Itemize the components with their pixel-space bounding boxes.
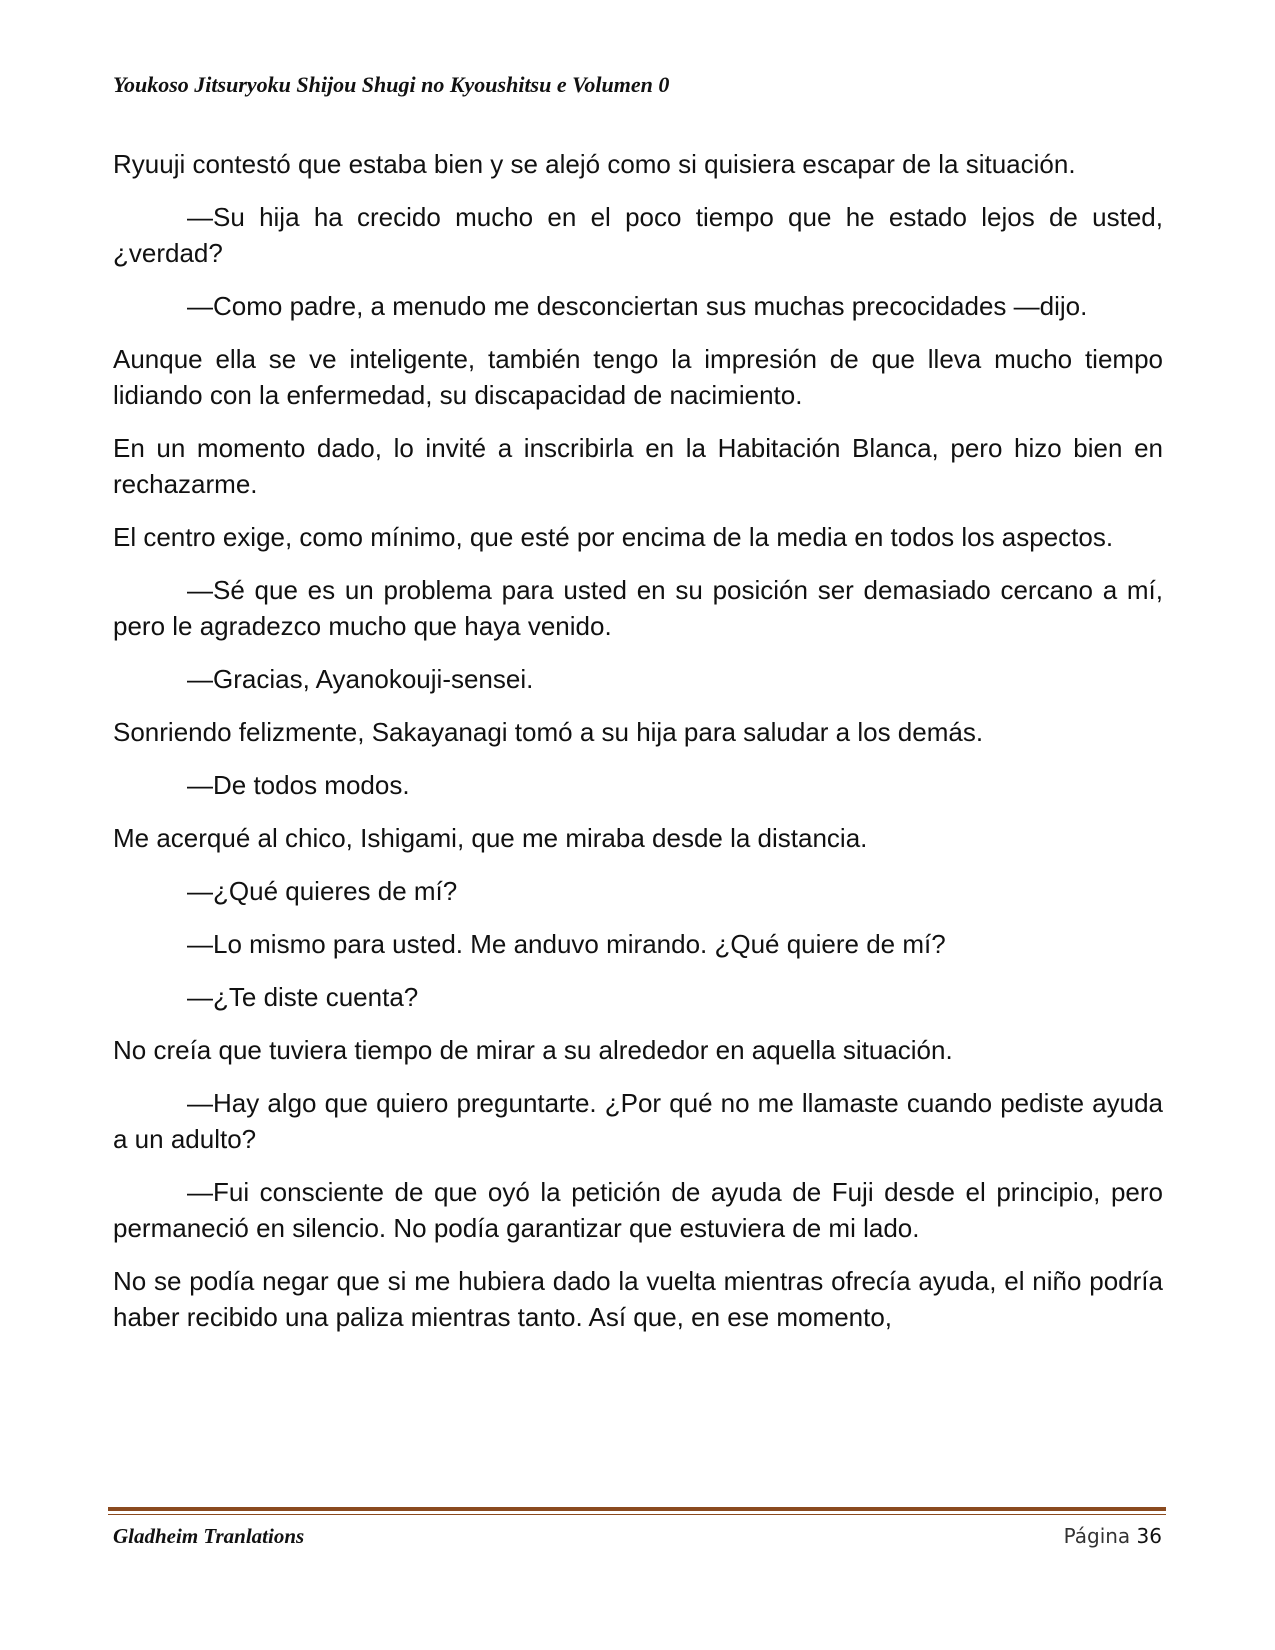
paragraph: En un momento dado, lo invité a inscribirla en la Habitación Blanca, pero hizo bien en rechazarme.	[113, 433, 1163, 499]
dialogue-paragraph: —Sé que es un problema para usted en su posición ser demasiado cercano a mí, pero le agradezco mucho que haya venido.	[113, 575, 1163, 641]
paragraph: No creía que tuviera tiempo de mirar a su alrededor en aquella situación.	[113, 1035, 953, 1065]
dialogue-paragraph: —Hay algo que quiero preguntarte. ¿Por qué no me llamaste cuando pediste ayuda a un adulto?	[113, 1088, 1163, 1154]
paragraph: Me acerqué al chico, Ishigami, que me miraba desde la distancia.	[113, 823, 868, 853]
footer-translator-credit: Gladheim Tranlations	[113, 1524, 305, 1548]
dialogue-paragraph: —Lo mismo para usted. Me anduvo mirando. ¿Qué quiere de mí?	[187, 929, 946, 959]
page-header-title: Youkoso Jitsuryoku Shijou Shugi no Kyoushitsu e Volumen 0	[113, 72, 670, 97]
dialogue-paragraph: —Su hija ha crecido mucho en el poco tiempo que he estado lejos de usted, ¿verdad?	[113, 202, 1163, 268]
page-number: 36	[1136, 1524, 1162, 1548]
page-label: Página	[1063, 1524, 1131, 1548]
footer-divider-thin	[108, 1514, 1166, 1515]
footer-divider	[108, 1507, 1166, 1511]
paragraph: No se podía negar que si me hubiera dado la vuelta mientras ofrecía ayuda, el niño podría haber recibido una paliza mientras tanto. Así que, en ese momento,	[113, 1266, 1163, 1332]
dialogue-paragraph: —De todos modos.	[187, 770, 410, 800]
dialogue-paragraph: —¿Qué quieres de mí?	[187, 876, 458, 906]
paragraph: Aunque ella se ve inteligente, también tengo la impresión de que lleva mucho tiempo lidiando con la enfermedad, su discapacidad de nacimiento.	[113, 344, 1163, 410]
body-text	[113, 146, 1163, 1352]
paragraph: Sonriendo felizmente, Sakayanagi tomó a su hija para saludar a los demás.	[113, 717, 984, 747]
paragraph: Ryuuji contestó que estaba bien y se alejó como si quisiera escapar de la situación.	[113, 149, 1076, 179]
dialogue-paragraph: —Como padre, a menudo me desconciertan sus muchas precocidades —dijo.	[187, 291, 1088, 321]
dialogue-paragraph: —Gracias, Ayanokouji-sensei.	[187, 664, 534, 694]
paragraph: El centro exige, como mínimo, que esté por encima de la media en todos los aspectos.	[113, 522, 1114, 552]
dialogue-paragraph: —Fui consciente de que oyó la petición de ayuda de Fuji desde el principio, pero permaneció en silencio. No podía garantizar que estuviera de mi lado.	[113, 1177, 1163, 1243]
footer-page-indicator	[1064, 1524, 1162, 1548]
dialogue-paragraph: —¿Te diste cuenta?	[187, 982, 419, 1012]
